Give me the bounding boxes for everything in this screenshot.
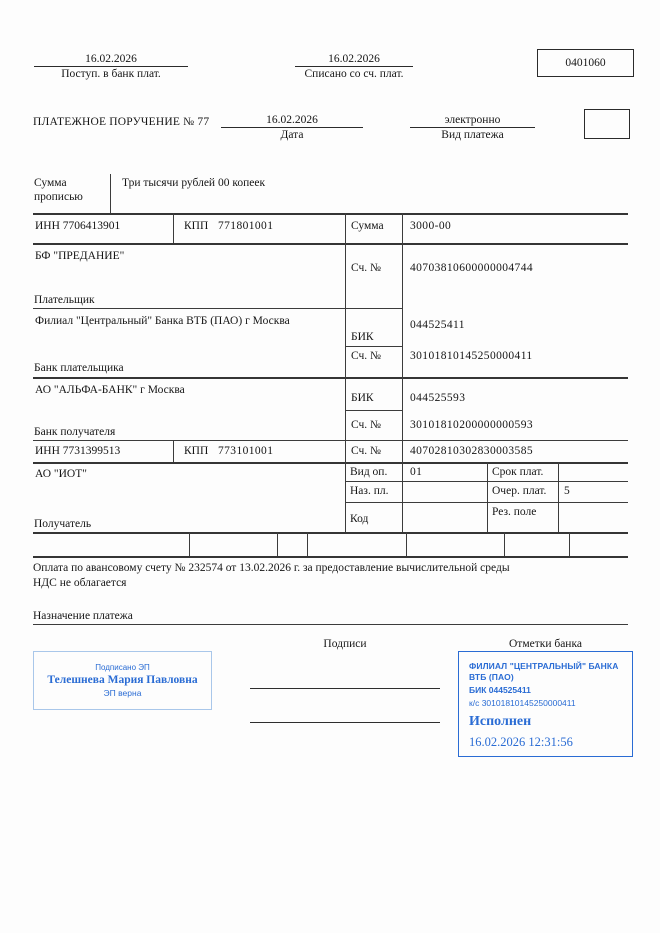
received-date-label: Поступ. в банк плат. xyxy=(61,68,161,80)
table-border-line xyxy=(33,556,628,558)
form-code: 0401060 xyxy=(565,57,606,69)
divider-line xyxy=(110,174,111,213)
payer-inn: ИНН 7706413901 xyxy=(35,220,121,232)
payee-name: АО "ИОТ" xyxy=(35,468,87,480)
divider-line xyxy=(173,213,174,243)
bank-stamp-status: Исполнен xyxy=(469,714,532,730)
payer-account-label: Сч. № xyxy=(351,262,382,274)
form-code-box xyxy=(537,49,634,77)
table-border-line xyxy=(345,410,402,411)
payer-kpp: 771801001 xyxy=(218,220,274,232)
purpose-text-line2: НДС не облагается xyxy=(33,577,127,589)
divider-line xyxy=(173,440,174,462)
divider-line xyxy=(189,532,190,556)
purpose-kind-label: Наз. пл. xyxy=(350,485,389,497)
payee-bank-bik-label: БИК xyxy=(351,392,374,404)
payee-bank-account: 30101810200000000593 xyxy=(410,419,533,431)
table-border-line xyxy=(33,308,402,309)
priority-label: Очер. плат. xyxy=(492,485,547,497)
debited-date: 16.02.2026 xyxy=(295,53,413,67)
doc-date-field xyxy=(221,114,363,141)
payment-kind-field xyxy=(410,114,535,141)
table-border-line xyxy=(33,624,628,625)
amount-in-words: Три тысячи рублей 00 копеек xyxy=(122,177,266,189)
received-date: 16.02.2026 xyxy=(34,53,188,67)
priority-value: 5 xyxy=(564,485,571,497)
divider-line xyxy=(402,213,403,532)
divider-line xyxy=(487,462,488,532)
pay-term-label: Срок плат. xyxy=(492,466,544,478)
payee-kpp-label: КПП xyxy=(184,445,209,457)
signer-name: Телешнева Мария Павловна xyxy=(47,674,198,686)
bank-stamp-corr-account: к/с 30101810145250000411 xyxy=(469,698,576,709)
payee-inn: ИНН 7731399513 xyxy=(35,445,121,457)
payer-bank-name: Филиал "Центральный" Банка ВТБ (ПАО) г Москва xyxy=(35,315,290,327)
sum-value: 3000-00 xyxy=(410,220,452,232)
payment-kind-label: Вид платежа xyxy=(441,129,504,141)
table-border-line xyxy=(33,440,628,441)
payee-bank-bik: 044525593 xyxy=(410,392,466,404)
debited-date-label: Списано со сч. плат. xyxy=(304,68,404,80)
payee-bank-name: АО "АЛЬФА-БАНК" г Москва xyxy=(35,384,185,396)
status-code-box xyxy=(584,109,630,139)
purpose-text-line1: Оплата по авансовому счету № 232574 от 13.02.2026 г. за предоставление вычислительной среды xyxy=(33,562,510,574)
divider-line xyxy=(406,532,407,556)
bank-stamp xyxy=(458,651,633,757)
payee-bank-account-label: Сч. № xyxy=(351,419,382,431)
payer-label: Плательщик xyxy=(34,294,95,306)
payer-name: БФ "ПРЕДАНИЕ" xyxy=(35,250,125,262)
signature-line xyxy=(250,722,440,723)
table-border-line xyxy=(33,462,628,464)
sum-label: Сумма xyxy=(351,220,384,232)
signatures-label: Подписи xyxy=(323,638,367,650)
divider-line xyxy=(345,213,346,532)
es-valid-label: ЭП верна xyxy=(103,688,142,698)
payee-kpp: 773101001 xyxy=(218,445,274,457)
payer-bank-account: 30101810145250000411 xyxy=(410,350,533,362)
doc-date: 16.02.2026 xyxy=(221,114,363,128)
op-kind-label: Вид оп. xyxy=(350,466,388,478)
payee-label: Получатель xyxy=(34,518,92,530)
divider-line xyxy=(569,532,570,556)
payment-kind: электронно xyxy=(410,114,535,128)
debited-field xyxy=(295,53,413,80)
bank-stamp-timestamp: 16.02.2026 12:31:56 xyxy=(469,735,573,750)
doc-date-label: Дата xyxy=(280,129,304,141)
code-label: Код xyxy=(350,513,369,525)
bank-stamp-bank-name: ФИЛИАЛ "ЦЕНТРАЛЬНЫЙ" БАНКА ВТБ (ПАО) xyxy=(469,661,619,683)
divider-line xyxy=(307,532,308,556)
bank-stamp-bik: БИК 044525411 xyxy=(469,685,531,696)
op-kind-value: 01 xyxy=(410,466,423,478)
payer-bank-bik: 044525411 xyxy=(410,319,465,331)
amount-in-words-label: Сумма прописью xyxy=(34,177,83,204)
bank-marks-label: Отметки банка xyxy=(509,638,582,650)
received-in-bank-field xyxy=(34,53,188,80)
signature-line xyxy=(250,688,440,689)
payee-bank-label: Банк получателя xyxy=(34,426,116,438)
table-border-line xyxy=(33,532,628,534)
payer-bank-bik-label: БИК xyxy=(351,331,374,343)
payer-bank-account-label: Сч. № xyxy=(351,350,382,362)
purpose-label: Назначение платежа xyxy=(33,610,133,622)
table-border-line xyxy=(33,243,628,245)
divider-line xyxy=(504,532,505,556)
table-border-line xyxy=(345,346,402,347)
payer-account: 40703810600000004744 xyxy=(410,262,533,274)
document-title: ПЛАТЕЖНОЕ ПОРУЧЕНИЕ № 77 xyxy=(33,116,210,128)
payee-account-label: Сч. № xyxy=(351,445,382,457)
payee-account: 40702810302830003585 xyxy=(410,445,533,457)
divider-line xyxy=(558,462,559,532)
payer-kpp-label: КПП xyxy=(184,220,209,232)
table-border-line xyxy=(33,377,628,379)
payer-bank-label: Банк плательщика xyxy=(34,362,124,374)
divider-line xyxy=(277,532,278,556)
reserve-field-label: Рез. поле xyxy=(492,506,537,518)
table-border-line xyxy=(33,213,628,215)
signature-stamp xyxy=(33,651,212,710)
signed-with-es-label: Подписано ЭП xyxy=(95,663,150,672)
